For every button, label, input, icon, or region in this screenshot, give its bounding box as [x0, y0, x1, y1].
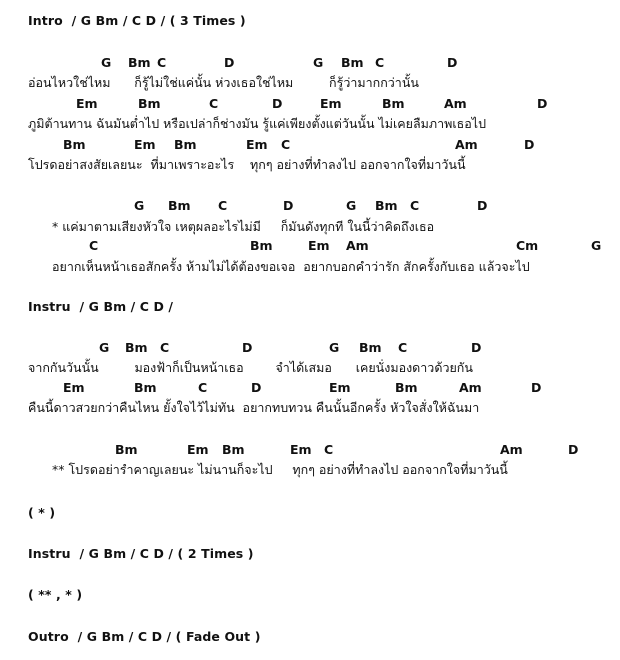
chord: Em: [187, 442, 209, 457]
chord: C: [89, 238, 99, 253]
chord: G: [329, 340, 340, 355]
chord: Em: [63, 380, 85, 395]
lyric-line: ** โปรดอย่ารำคาญเลยนะ ไม่นานก็จะไป ทุกๆ อย่างที่ทำลงไป ออกจากใจที่มาวันนี้: [52, 462, 508, 477]
chord: D: [447, 55, 458, 70]
chord: Em: [329, 380, 351, 395]
chord: Em: [308, 238, 330, 253]
chord: D: [224, 55, 235, 70]
chord: Bm: [341, 55, 364, 70]
chord: D: [477, 198, 488, 213]
chord: C: [375, 55, 385, 70]
chord: Bm: [359, 340, 382, 355]
chord: Cm: [516, 238, 539, 253]
chord: D: [537, 96, 548, 111]
outro-line: Outro / G Bm / C D / ( Fade Out ): [28, 629, 261, 644]
chord: C: [410, 198, 420, 213]
chord: D: [568, 442, 579, 457]
lyric-line: ภูมิต้านทาน ฉันมันต่ำไป หรือเปล่าก็ช่างมัน รู้แค่เพียงตั้งแต่วันนั้น ไม่เคยลืมภาพเธอไป: [28, 116, 487, 131]
chord: Bm: [134, 380, 157, 395]
chord: C: [281, 137, 291, 152]
chord-row: [0, 198, 620, 218]
chord: G: [346, 198, 357, 213]
lyric-line: จากกันวันนั้น มองฟ้าก็เป็นหน้าเธอ จำได้เสมอ เคยนั่งมองดาวด้วยกัน: [28, 360, 473, 375]
chord: Bm: [250, 238, 273, 253]
lyric-line: อ่อนไหวใช่ไหม ก็รู้ไม่ใช่แค่นั้น ห่วงเธอใช่ไหม ก็รู้ว่ามากกว่านั้น: [28, 75, 419, 90]
chord: C: [198, 380, 208, 395]
chord: Bm: [138, 96, 161, 111]
chord: Am: [444, 96, 467, 111]
chord: Em: [246, 137, 268, 152]
chord: D: [283, 198, 294, 213]
chord: G: [591, 238, 602, 253]
chord: D: [272, 96, 283, 111]
chord: Bm: [63, 137, 86, 152]
intro-line: Intro / G Bm / C D / ( 3 Times ): [28, 13, 246, 28]
chord: D: [531, 380, 542, 395]
lyric-line: โปรดอย่าสงสัยเลยนะ ที่มาเพราะอะไร ทุกๆ อย่างที่ทำลงไป ออกจากใจที่มาวันนี้: [28, 157, 466, 172]
lyric-line: อยากเห็นหน้าเธอสักครั้ง ห้ามไม่ได้ต้องขอเจอ อยากบอกคำว่ารัก สักครั้งกับเธอ แล้วจะไป: [52, 259, 530, 274]
chord: G: [313, 55, 324, 70]
chord: Am: [346, 238, 369, 253]
chord: Em: [76, 96, 98, 111]
chord: C: [324, 442, 334, 457]
chord-row: [0, 340, 620, 360]
lyric-line: คืนนี้ดาวสวยกว่าคืนไหน ยั้งใจไว้ไม่ทัน อยากทบทวน คืนนั้นอีกครั้ง หัวใจสั่งให้ฉันมา: [28, 400, 480, 415]
chord: Am: [455, 137, 478, 152]
chord: Bm: [174, 137, 197, 152]
chord: D: [242, 340, 253, 355]
chord: C: [160, 340, 170, 355]
repeat-line: ( ** , * ): [28, 587, 83, 602]
chord: Bm: [125, 340, 148, 355]
chord: G: [101, 55, 112, 70]
chord: Bm: [115, 442, 138, 457]
chord-row: [0, 96, 620, 116]
chord: Am: [459, 380, 482, 395]
chord: Bm: [168, 198, 191, 213]
chord: Am: [500, 442, 523, 457]
chord: C: [209, 96, 219, 111]
chord: Bm: [375, 198, 398, 213]
chord: Bm: [222, 442, 245, 457]
chord: D: [524, 137, 535, 152]
chord: D: [251, 380, 262, 395]
chord: Bm: [382, 96, 405, 111]
chord-row: [0, 238, 620, 258]
chord: C: [398, 340, 408, 355]
chord: C: [157, 55, 167, 70]
chord-row: [0, 442, 620, 462]
chord: Em: [134, 137, 156, 152]
chord: D: [471, 340, 482, 355]
chord: Em: [290, 442, 312, 457]
chord: Bm: [128, 55, 151, 70]
lyric-line: * แค่มาตามเสียงหัวใจ เหตุผลอะไรไม่มี ก็มันดังทุกที ในนี้ว่าคิดถึงเธอ: [52, 219, 435, 234]
chord: Bm: [395, 380, 418, 395]
chord: G: [134, 198, 145, 213]
chord: Em: [320, 96, 342, 111]
repeat-line: ( * ): [28, 505, 56, 520]
instrumental-line: Instru / G Bm / C D / ( 2 Times ): [28, 546, 254, 561]
chord-row: [0, 55, 620, 75]
chord: G: [99, 340, 110, 355]
instrumental-line: Instru / G Bm / C D /: [28, 299, 174, 314]
chord-row: [0, 380, 620, 400]
chord-row: [0, 137, 620, 157]
chord: C: [218, 198, 228, 213]
